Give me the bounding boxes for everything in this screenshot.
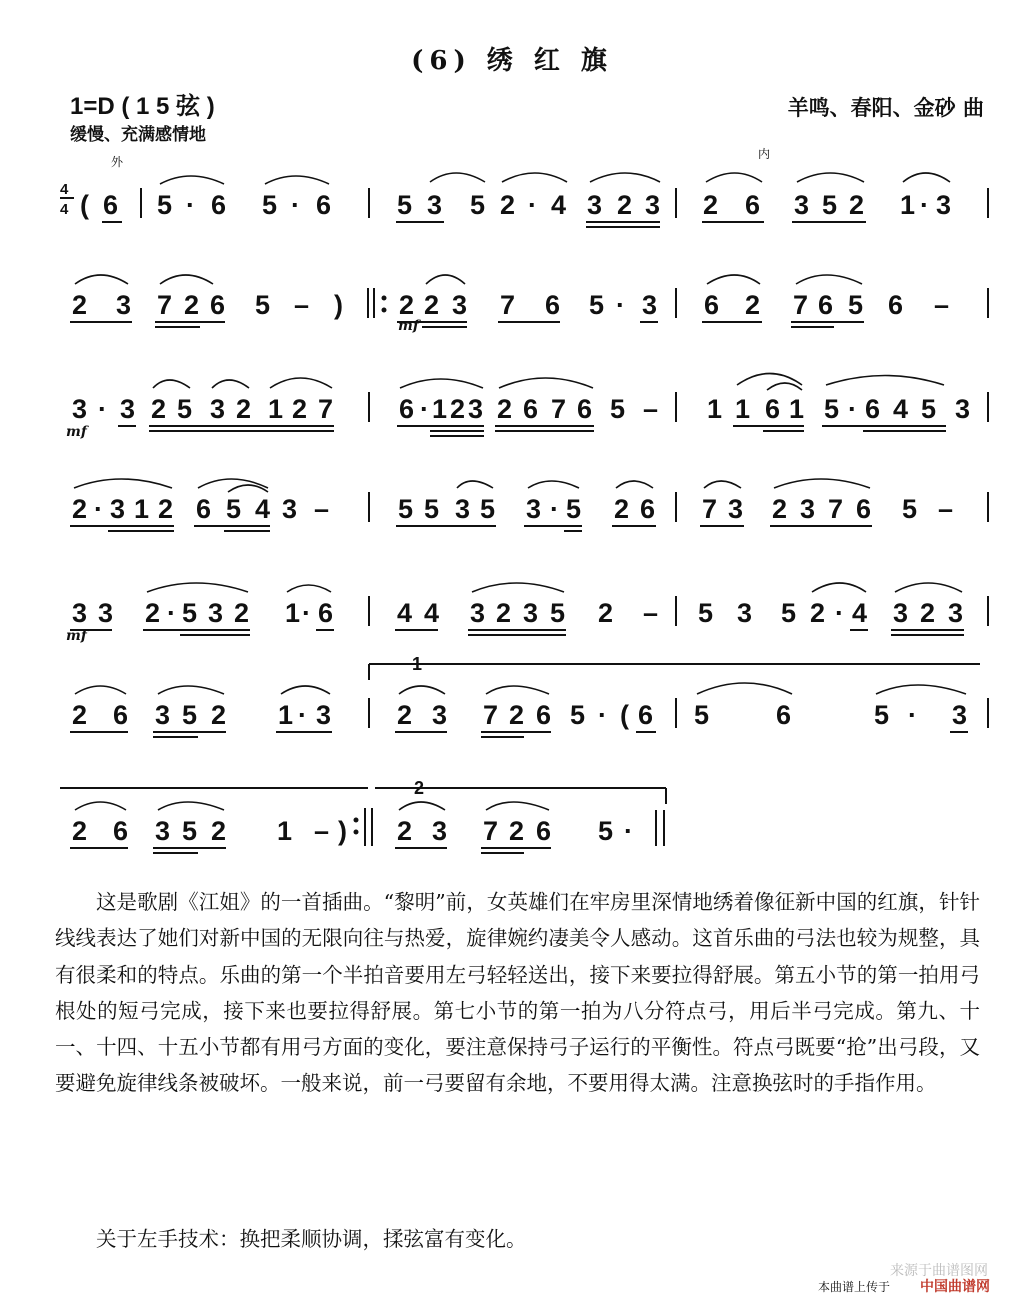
svg-text:6: 6 [316, 190, 332, 220]
svg-text:3: 3 [432, 700, 448, 730]
svg-text:5: 5 [781, 598, 797, 628]
svg-text:5: 5 [698, 598, 714, 628]
ending-1-label: 1 [412, 654, 423, 674]
svg-text:): ) [334, 290, 343, 320]
svg-text:1: 1 [278, 700, 294, 730]
svg-text:3: 3 [523, 598, 539, 628]
svg-text:·: · [624, 816, 633, 846]
svg-text:3: 3 [116, 290, 132, 320]
svg-text:3: 3 [948, 598, 964, 628]
score-row-7 [60, 778, 666, 853]
score-row-3 [66, 374, 988, 441]
svg-text:5: 5 [570, 700, 586, 730]
svg-text:3: 3 [893, 598, 909, 628]
svg-text:1: 1 [277, 816, 293, 846]
svg-text:3: 3 [110, 494, 126, 524]
svg-text:7: 7 [551, 394, 567, 424]
svg-text:3: 3 [98, 598, 114, 628]
svg-text:–: – [934, 290, 950, 320]
svg-text:2: 2 [211, 700, 227, 730]
svg-text:·: · [616, 290, 625, 320]
svg-text:6: 6 [523, 394, 539, 424]
svg-text:2: 2 [496, 598, 512, 628]
svg-text:–: – [643, 598, 659, 628]
svg-text:5: 5 [398, 494, 414, 524]
source-watermark: 来源于曲谱图网 [890, 1263, 988, 1279]
svg-text:3: 3 [208, 598, 224, 628]
svg-text:6: 6 [865, 394, 881, 424]
svg-text:–: – [314, 494, 330, 524]
svg-text:5: 5 [874, 700, 890, 730]
ending-2-label: 2 [414, 778, 425, 798]
svg-text:·: · [420, 394, 429, 424]
svg-text:7: 7 [157, 290, 173, 320]
svg-text:5: 5 [424, 494, 440, 524]
svg-text:·: · [920, 190, 929, 220]
svg-text:6: 6 [210, 290, 226, 320]
score-row-2 [70, 275, 988, 334]
svg-text:2: 2 [397, 816, 413, 846]
svg-text:1: 1 [134, 494, 150, 524]
svg-text:3: 3 [72, 598, 88, 628]
svg-text:2: 2 [614, 494, 630, 524]
svg-text:·: · [550, 494, 559, 524]
svg-text:2: 2 [703, 190, 719, 220]
svg-text:2: 2 [617, 190, 633, 220]
svg-text:3: 3 [955, 394, 971, 424]
svg-text:3: 3 [737, 598, 753, 628]
svg-text:6: 6 [113, 816, 129, 846]
svg-text:3: 3 [645, 190, 661, 220]
svg-text:3: 3 [155, 700, 171, 730]
svg-text:·: · [908, 700, 917, 730]
svg-text:6: 6 [888, 290, 904, 320]
dynamic-mf-2: mf [66, 424, 87, 440]
svg-text:4: 4 [551, 190, 567, 220]
svg-text:6: 6 [536, 816, 552, 846]
svg-text:2: 2 [509, 700, 525, 730]
svg-text:3: 3 [800, 494, 816, 524]
piece-title: (6) 绣 红 旗 [411, 46, 613, 76]
svg-text:4: 4 [424, 598, 440, 628]
svg-text:6: 6 [211, 190, 227, 220]
svg-text:6: 6 [765, 394, 781, 424]
svg-text:2: 2 [397, 700, 413, 730]
svg-text:2: 2 [211, 816, 227, 846]
time-signature-bottom: 4 [60, 201, 69, 218]
svg-text:·: · [302, 598, 311, 628]
svg-text:6: 6 [818, 290, 834, 320]
svg-text:·: · [528, 190, 537, 220]
svg-text:6: 6 [776, 700, 792, 730]
svg-text:7: 7 [483, 700, 499, 730]
svg-text:6: 6 [638, 700, 654, 730]
svg-text:5: 5 [824, 394, 840, 424]
svg-text:·: · [848, 394, 857, 424]
svg-text:2: 2 [72, 700, 88, 730]
svg-text:3: 3 [587, 190, 603, 220]
svg-text:1: 1 [789, 394, 805, 424]
svg-text:2: 2 [497, 394, 513, 424]
svg-text:3: 3 [728, 494, 744, 524]
svg-text:3: 3 [642, 290, 658, 320]
svg-text:2: 2 [424, 290, 440, 320]
svg-text:6: 6 [196, 494, 212, 524]
svg-text:4: 4 [893, 394, 909, 424]
svg-text:2: 2 [72, 290, 88, 320]
svg-text:2: 2 [450, 394, 466, 424]
svg-text:–: – [314, 816, 330, 846]
svg-text:2: 2 [292, 394, 308, 424]
svg-text:3: 3 [526, 494, 542, 524]
svg-text:(: ( [620, 700, 629, 730]
svg-text:4: 4 [255, 494, 271, 524]
svg-text:3: 3 [936, 190, 952, 220]
svg-text:6: 6 [103, 190, 119, 220]
svg-text:–: – [294, 290, 310, 320]
svg-text:2: 2 [145, 598, 161, 628]
svg-text:1: 1 [285, 598, 301, 628]
description-paragraph: 这是歌剧《江姐》的一首插曲。“黎明”前，女英雄们在牢房里深情地绣着像征新中国的红旗，针针线线表达了她们对新中国的无限向往与热爱，旋律婉约凄美令人感动。这首乐曲的弓法也较为规整，具有很柔和的特点。乐曲的第一个半拍音要用左弓轻轻送出，接下来要拉得舒展。第五小节的第一拍用弓根处的短弓完成，接下来也要拉得舒展。第七小节的第一拍为八分符点弓，用后半弓完成。第九、十一、十四、十五小节都有用弓方面的变化，要注意保持弓子运行的平衡性。符点弓既要“抢”出弓段，又要避免旋律线条被破坏。一般来说，前一弓要留有余地，不要用得太满。注意换弦时的手指作用。 [55, 890, 980, 1096]
svg-text:5: 5 [694, 700, 710, 730]
svg-text:7: 7 [793, 290, 809, 320]
svg-text:1: 1 [268, 394, 284, 424]
svg-text:3: 3 [427, 190, 443, 220]
svg-text:2: 2 [745, 290, 761, 320]
composer-credit: 羊鸣、春阳、金砂 曲 [787, 95, 984, 120]
svg-text:2: 2 [72, 494, 88, 524]
svg-text:2: 2 [509, 816, 525, 846]
svg-text:3: 3 [952, 700, 968, 730]
score-row-6 [70, 654, 988, 737]
svg-text:2: 2 [920, 598, 936, 628]
svg-text:–: – [938, 494, 954, 524]
svg-text:2: 2 [184, 290, 200, 320]
svg-text:): ) [338, 816, 347, 846]
svg-text:5: 5 [255, 290, 271, 320]
svg-text:2: 2 [72, 816, 88, 846]
svg-text:2: 2 [849, 190, 865, 220]
left-hand-technique-note: 关于左手技术：换把柔顺协调，揉弦富有变化。 [96, 1227, 527, 1251]
svg-text:3: 3 [120, 394, 136, 424]
dynamic-mf-3: mf [66, 628, 87, 644]
svg-text:2: 2 [399, 290, 415, 320]
svg-text:3: 3 [432, 816, 448, 846]
score-row-5 [66, 583, 988, 644]
svg-text:2: 2 [772, 494, 788, 524]
svg-text:5: 5 [177, 394, 193, 424]
svg-text:5: 5 [182, 598, 198, 628]
time-signature-top: 4 [60, 181, 69, 198]
key-signature: 1=D ( 1 5 弦 ) [70, 93, 215, 120]
score-row-1 [80, 146, 988, 227]
svg-text:5: 5 [470, 190, 486, 220]
svg-text:3: 3 [470, 598, 486, 628]
svg-text:5: 5 [226, 494, 242, 524]
svg-text:7: 7 [500, 290, 516, 320]
svg-text:6: 6 [704, 290, 720, 320]
svg-text:5: 5 [397, 190, 413, 220]
svg-text:2: 2 [598, 598, 614, 628]
svg-text:2: 2 [234, 598, 250, 628]
svg-text:2: 2 [500, 190, 516, 220]
svg-text:5: 5 [182, 816, 198, 846]
svg-text:·: · [298, 700, 307, 730]
svg-text:(: ( [80, 190, 89, 220]
svg-text:4: 4 [852, 598, 868, 628]
svg-text:–: – [643, 394, 659, 424]
svg-text:5: 5 [550, 598, 566, 628]
svg-text:外: 外 [111, 155, 124, 169]
svg-text:3: 3 [282, 494, 298, 524]
svg-text:6: 6 [577, 394, 593, 424]
svg-text:·: · [598, 700, 607, 730]
svg-text:5: 5 [598, 816, 614, 846]
svg-text:5: 5 [921, 394, 937, 424]
svg-text:7: 7 [828, 494, 844, 524]
svg-text:3: 3 [455, 494, 471, 524]
score-row-4 [70, 479, 988, 531]
svg-text:1: 1 [432, 394, 448, 424]
svg-text:·: · [835, 598, 844, 628]
svg-text:6: 6 [113, 700, 129, 730]
svg-text:3: 3 [468, 394, 484, 424]
svg-text:3: 3 [72, 394, 88, 424]
svg-text:7: 7 [702, 494, 718, 524]
svg-text:4: 4 [397, 598, 413, 628]
svg-text:5: 5 [848, 290, 864, 320]
svg-text:2: 2 [151, 394, 167, 424]
svg-text:5: 5 [182, 700, 198, 730]
svg-text:6: 6 [545, 290, 561, 320]
svg-text:·: · [98, 394, 107, 424]
svg-text:6: 6 [318, 598, 334, 628]
svg-text:5: 5 [157, 190, 173, 220]
upload-note: 本曲谱上传于 [818, 1280, 891, 1294]
svg-text:内: 内 [758, 147, 771, 161]
svg-text:5: 5 [262, 190, 278, 220]
svg-text:2: 2 [810, 598, 826, 628]
svg-text:6: 6 [399, 394, 415, 424]
svg-text:5: 5 [566, 494, 582, 524]
svg-text:6: 6 [640, 494, 656, 524]
svg-text:1: 1 [735, 394, 751, 424]
dynamic-mf-1: mf [398, 318, 419, 334]
svg-text:1: 1 [900, 190, 916, 220]
tempo-marking: 缓慢、充满感情地 [70, 125, 206, 145]
svg-text:6: 6 [856, 494, 872, 524]
svg-text:5: 5 [610, 394, 626, 424]
svg-text:1: 1 [707, 394, 723, 424]
svg-text:2: 2 [158, 494, 174, 524]
svg-text:3: 3 [316, 700, 332, 730]
svg-text:3: 3 [155, 816, 171, 846]
svg-text:·: · [186, 190, 195, 220]
svg-text:5: 5 [822, 190, 838, 220]
site-logo[interactable]: 中国曲谱网 [920, 1279, 990, 1295]
svg-text:5: 5 [902, 494, 918, 524]
svg-text:·: · [291, 190, 300, 220]
svg-text:·: · [94, 494, 103, 524]
svg-text:5: 5 [480, 494, 496, 524]
svg-text:5: 5 [589, 290, 605, 320]
svg-text:7: 7 [318, 394, 334, 424]
svg-text:·: · [167, 598, 176, 628]
svg-text:6: 6 [745, 190, 761, 220]
svg-text:3: 3 [794, 190, 810, 220]
svg-text:6: 6 [536, 700, 552, 730]
svg-text:7: 7 [483, 816, 499, 846]
svg-text:3: 3 [452, 290, 468, 320]
svg-text:3: 3 [210, 394, 226, 424]
svg-text:2: 2 [236, 394, 252, 424]
